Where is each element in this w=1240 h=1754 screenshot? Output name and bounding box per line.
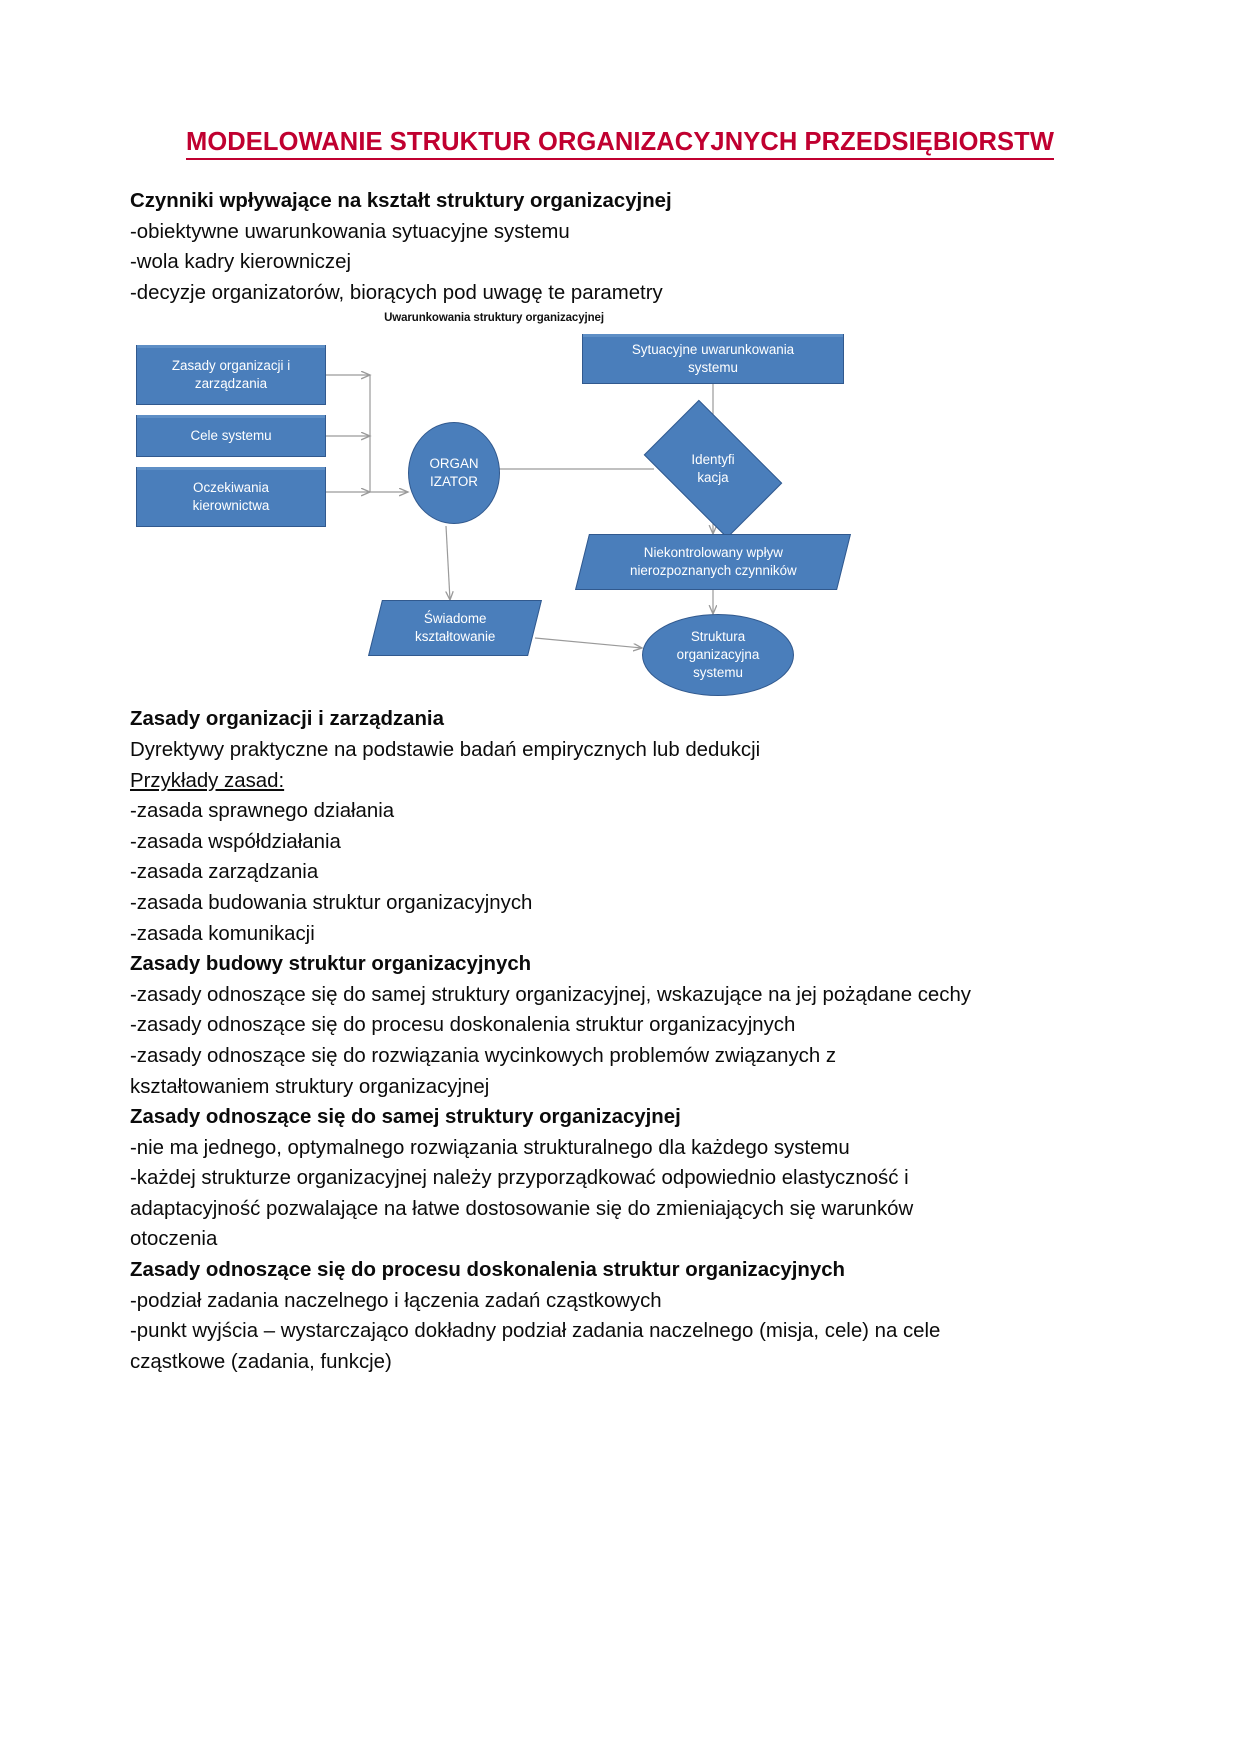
list-item-continuation: cząstkowe (zadania, funkcje) — [130, 1350, 392, 1373]
diamond-label — [654, 430, 772, 508]
diagram-node-niekontrolowany — [575, 534, 851, 590]
node-label-line: Sytuacyjne uwarunkowania — [631, 342, 795, 358]
page-title-text: MODELOWANIE STRUKTUR ORGANIZACYJNYCH PRZEDSIĘBIORSTW — [186, 128, 1054, 160]
diagram-node-identyfikacja — [654, 430, 772, 508]
diagram-uwarunkowania — [130, 312, 850, 704]
list-item: -zasada budowania struktur organizacyjnych — [130, 891, 533, 914]
document-body — [130, 186, 1082, 1377]
list-item: -zasady odnoszące się do rozwiązania wycinkowych problemów związanych z — [130, 1044, 837, 1067]
list-item: -obiektywne uwarunkowania sytuacyjne systemu — [130, 220, 570, 243]
diagram-node-swiadome — [368, 600, 542, 656]
paragraph-dyrektywy: Dyrektywy praktyczne na podstawie badań empirycznych lub dedukcji — [130, 738, 761, 761]
list-item: -każdej strukturze organizacyjnej należy przyporządkować odpowiednio elastyczność i — [130, 1167, 909, 1190]
node-label-line: zarządzania — [194, 376, 268, 392]
node-label-line: Identyfi — [691, 452, 735, 468]
heading-czynniki: Czynniki wpływające na kształt struktury organizacyjnej — [130, 190, 672, 212]
list-item: -zasady odnoszące się do procesu doskonalenia struktur organizacyjnych — [130, 1014, 796, 1037]
heading-zasady-budowy: Zasady budowy struktur organizacyjnych — [130, 953, 532, 976]
list-item: -zasady odnoszące się do samej struktury organizacyjnej, wskazujące na jej pożądane cechy — [130, 983, 971, 1006]
list-item: -zasada sprawnego działania — [130, 800, 395, 823]
heading-przyklady-zasad: Przykłady zasad: — [130, 769, 285, 792]
list-item: -zasada współdziałania — [130, 830, 341, 853]
node-label-line: Świadome — [423, 611, 487, 627]
list-item: -podział zadania naczelnego i łączenia zadań cząstkowych — [130, 1289, 662, 1312]
node-label-line: systemu — [688, 360, 738, 376]
node-label-line: kacja — [697, 470, 729, 486]
page-title — [0, 128, 1240, 157]
diagram-node-organizator — [408, 422, 500, 524]
node-label-line: Niekontrolowany wpływ — [643, 545, 783, 561]
diagram-node-struktura — [642, 614, 794, 696]
heading-zasady-doskonalenia: Zasady odnoszące się do procesu doskonalenia struktur organizacyjnych — [130, 1259, 846, 1282]
list-item: -wola kadry kierowniczej — [130, 251, 351, 274]
node-label-line: systemu — [693, 665, 743, 681]
list-item: -zasada zarządzania — [130, 861, 319, 884]
diagram-node-zasady — [136, 345, 326, 405]
node-label-line: Struktura — [690, 629, 746, 645]
heading-zasady-samej-struktury: Zasady odnoszące się do samej struktury organizacyjnej — [130, 1106, 681, 1129]
node-label-line: ORGAN — [429, 456, 479, 472]
list-item: -nie ma jednego, optymalnego rozwiązania strukturalnego dla każdego systemu — [130, 1136, 850, 1159]
node-label-line: Oczekiwania — [193, 480, 269, 496]
list-item: -punkt wyjścia – wystarczająco dokładny podział zadania naczelnego (misja, cele) na cele — [130, 1320, 941, 1343]
node-label-line: nierozpoznanych czynników — [629, 563, 797, 579]
diagram-node-cele — [136, 415, 326, 457]
node-label-line: Cele systemu — [190, 428, 272, 444]
diagram-node-sytuacyjne — [582, 334, 844, 384]
list-item: -zasada komunikacji — [130, 922, 315, 945]
list-item-continuation: otoczenia — [130, 1228, 218, 1251]
node-label-line: organizacyjna — [676, 647, 760, 663]
node-label-line: IZATOR — [430, 474, 478, 490]
node-label-line: kształtowanie — [414, 629, 496, 645]
diagram-title: Uwarunkowania struktury organizacyjnej — [384, 312, 604, 325]
list-item-continuation: kształtowaniem struktury organizacyjnej — [130, 1075, 490, 1098]
node-label-line: Zasady organizacji i — [171, 358, 291, 374]
heading-zasady-organizacji: Zasady organizacji i zarządzania — [130, 708, 444, 731]
diagram-node-oczekiwania — [136, 467, 326, 527]
list-item: -decyzje organizatorów, biorących pod uwagę te parametry — [130, 281, 663, 304]
node-label-line: kierownictwa — [192, 498, 270, 514]
list-item-continuation: adaptacyjność pozwalające na łatwe dostosowanie się do zmieniających się warunków — [130, 1197, 914, 1220]
